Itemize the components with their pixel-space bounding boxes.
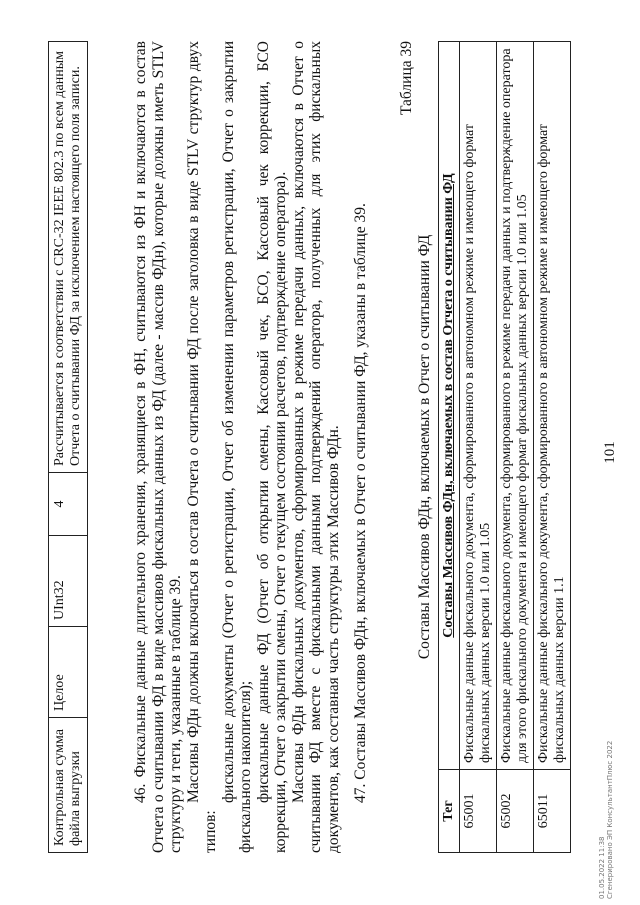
electronic-stamp <box>598 741 614 899</box>
stamp-line: 01.05.2022 11:38 <box>598 836 606 899</box>
table-row <box>460 42 497 853</box>
composition-cell: Фискальные данные фискального документа, сформированного в автономном режиме и имеющего формат фискальных данных версии 1.1 <box>534 42 571 770</box>
continuation-table <box>48 41 88 853</box>
tag-cell: 65011 <box>534 770 571 853</box>
field-type-cell: Целое <box>49 627 88 718</box>
arrays-table <box>438 41 571 853</box>
field-format-cell: UInt32 <box>49 536 88 627</box>
header-tag: Тег <box>439 770 460 853</box>
composition-cell: Фискальные данные фискального документа, сформированного в автономном режиме и имеющего формат фискальных данных версии 1.0 или 1.05 <box>460 42 497 770</box>
paragraph: 46. Фискальные данные длительного хранения, хранящиеся в ФН, считываются из ФН и включаются в состав Отчета о считывании ФД в виде массивов фискальных данных из ФД (далее - массив ФДн), которые должны иметь STLV структуру и теги, указанные в таблице 39. <box>132 41 184 853</box>
field-length-cell: 4 <box>49 473 88 536</box>
field-description-cell: Рассчитывается в соответствии с CRC-32 IEEE 802.3 по всем данным Отчета о считывании ФД за исключением настоящего поля записи. <box>49 42 88 473</box>
paragraph: Массивы ФДн должны включаться в состав Отчета о считывании ФД после заголовка в виде STLV структур двух типов: <box>184 41 219 853</box>
header-composition: Составы Массивов ФДн, включаемых в состав Отчета о считывании ФД <box>439 42 460 770</box>
table-number-label: Таблица 39 <box>398 41 415 116</box>
table-header-row <box>439 42 460 853</box>
page-number: 101 <box>602 441 618 464</box>
paragraph: фискальные данные ФД (Отчет об открытии смены, Кассовый чек, БСО, Кассовый чек коррекции, БСО коррекции, Отчет о закрытии смены, Отчет о текущем состоянии расчетов, подтверждение оператора). <box>254 41 289 853</box>
paragraph: 47. Составы Массивов ФДн, включаемых в Отчет о считывании ФД, указаны в таблице 39. <box>352 203 369 803</box>
composition-cell: Фискальные данные фискального документа, сформированного в режиме передачи данных и подтверждение оператора для этого фискального документа и имеющего формат фискальных данных версии 1.0 или 1.05 <box>497 42 534 770</box>
table-caption: Составы Массивов ФДн, включаемых в Отчет о считывании ФД <box>416 234 433 660</box>
table-row <box>49 42 88 853</box>
stamp-line: Сгенерировано ЭП КонсультантПлюс 2022 <box>606 740 614 899</box>
table-row <box>534 42 571 853</box>
paragraph: фискальные документы (Отчет о регистрации, Отчет об изменении параметров регистрации, Отчет о закрытии фискального накопителя); <box>219 41 254 853</box>
field-name-cell: Контрольная сумма файла выгрузки <box>49 718 88 853</box>
tag-cell: 65002 <box>497 770 534 853</box>
table-row <box>497 42 534 853</box>
paragraph: Массивы ФДн фискальных документов, сформированных в режиме передачи данных, включаются в Отчет о считывании ФД вместе с фискальными данными подтверждений оператора, полученных для этих фискальных документов, как составная часть структуры этих Массивов ФДн. <box>289 41 342 853</box>
body-text <box>132 41 370 853</box>
tag-cell: 65001 <box>460 770 497 853</box>
